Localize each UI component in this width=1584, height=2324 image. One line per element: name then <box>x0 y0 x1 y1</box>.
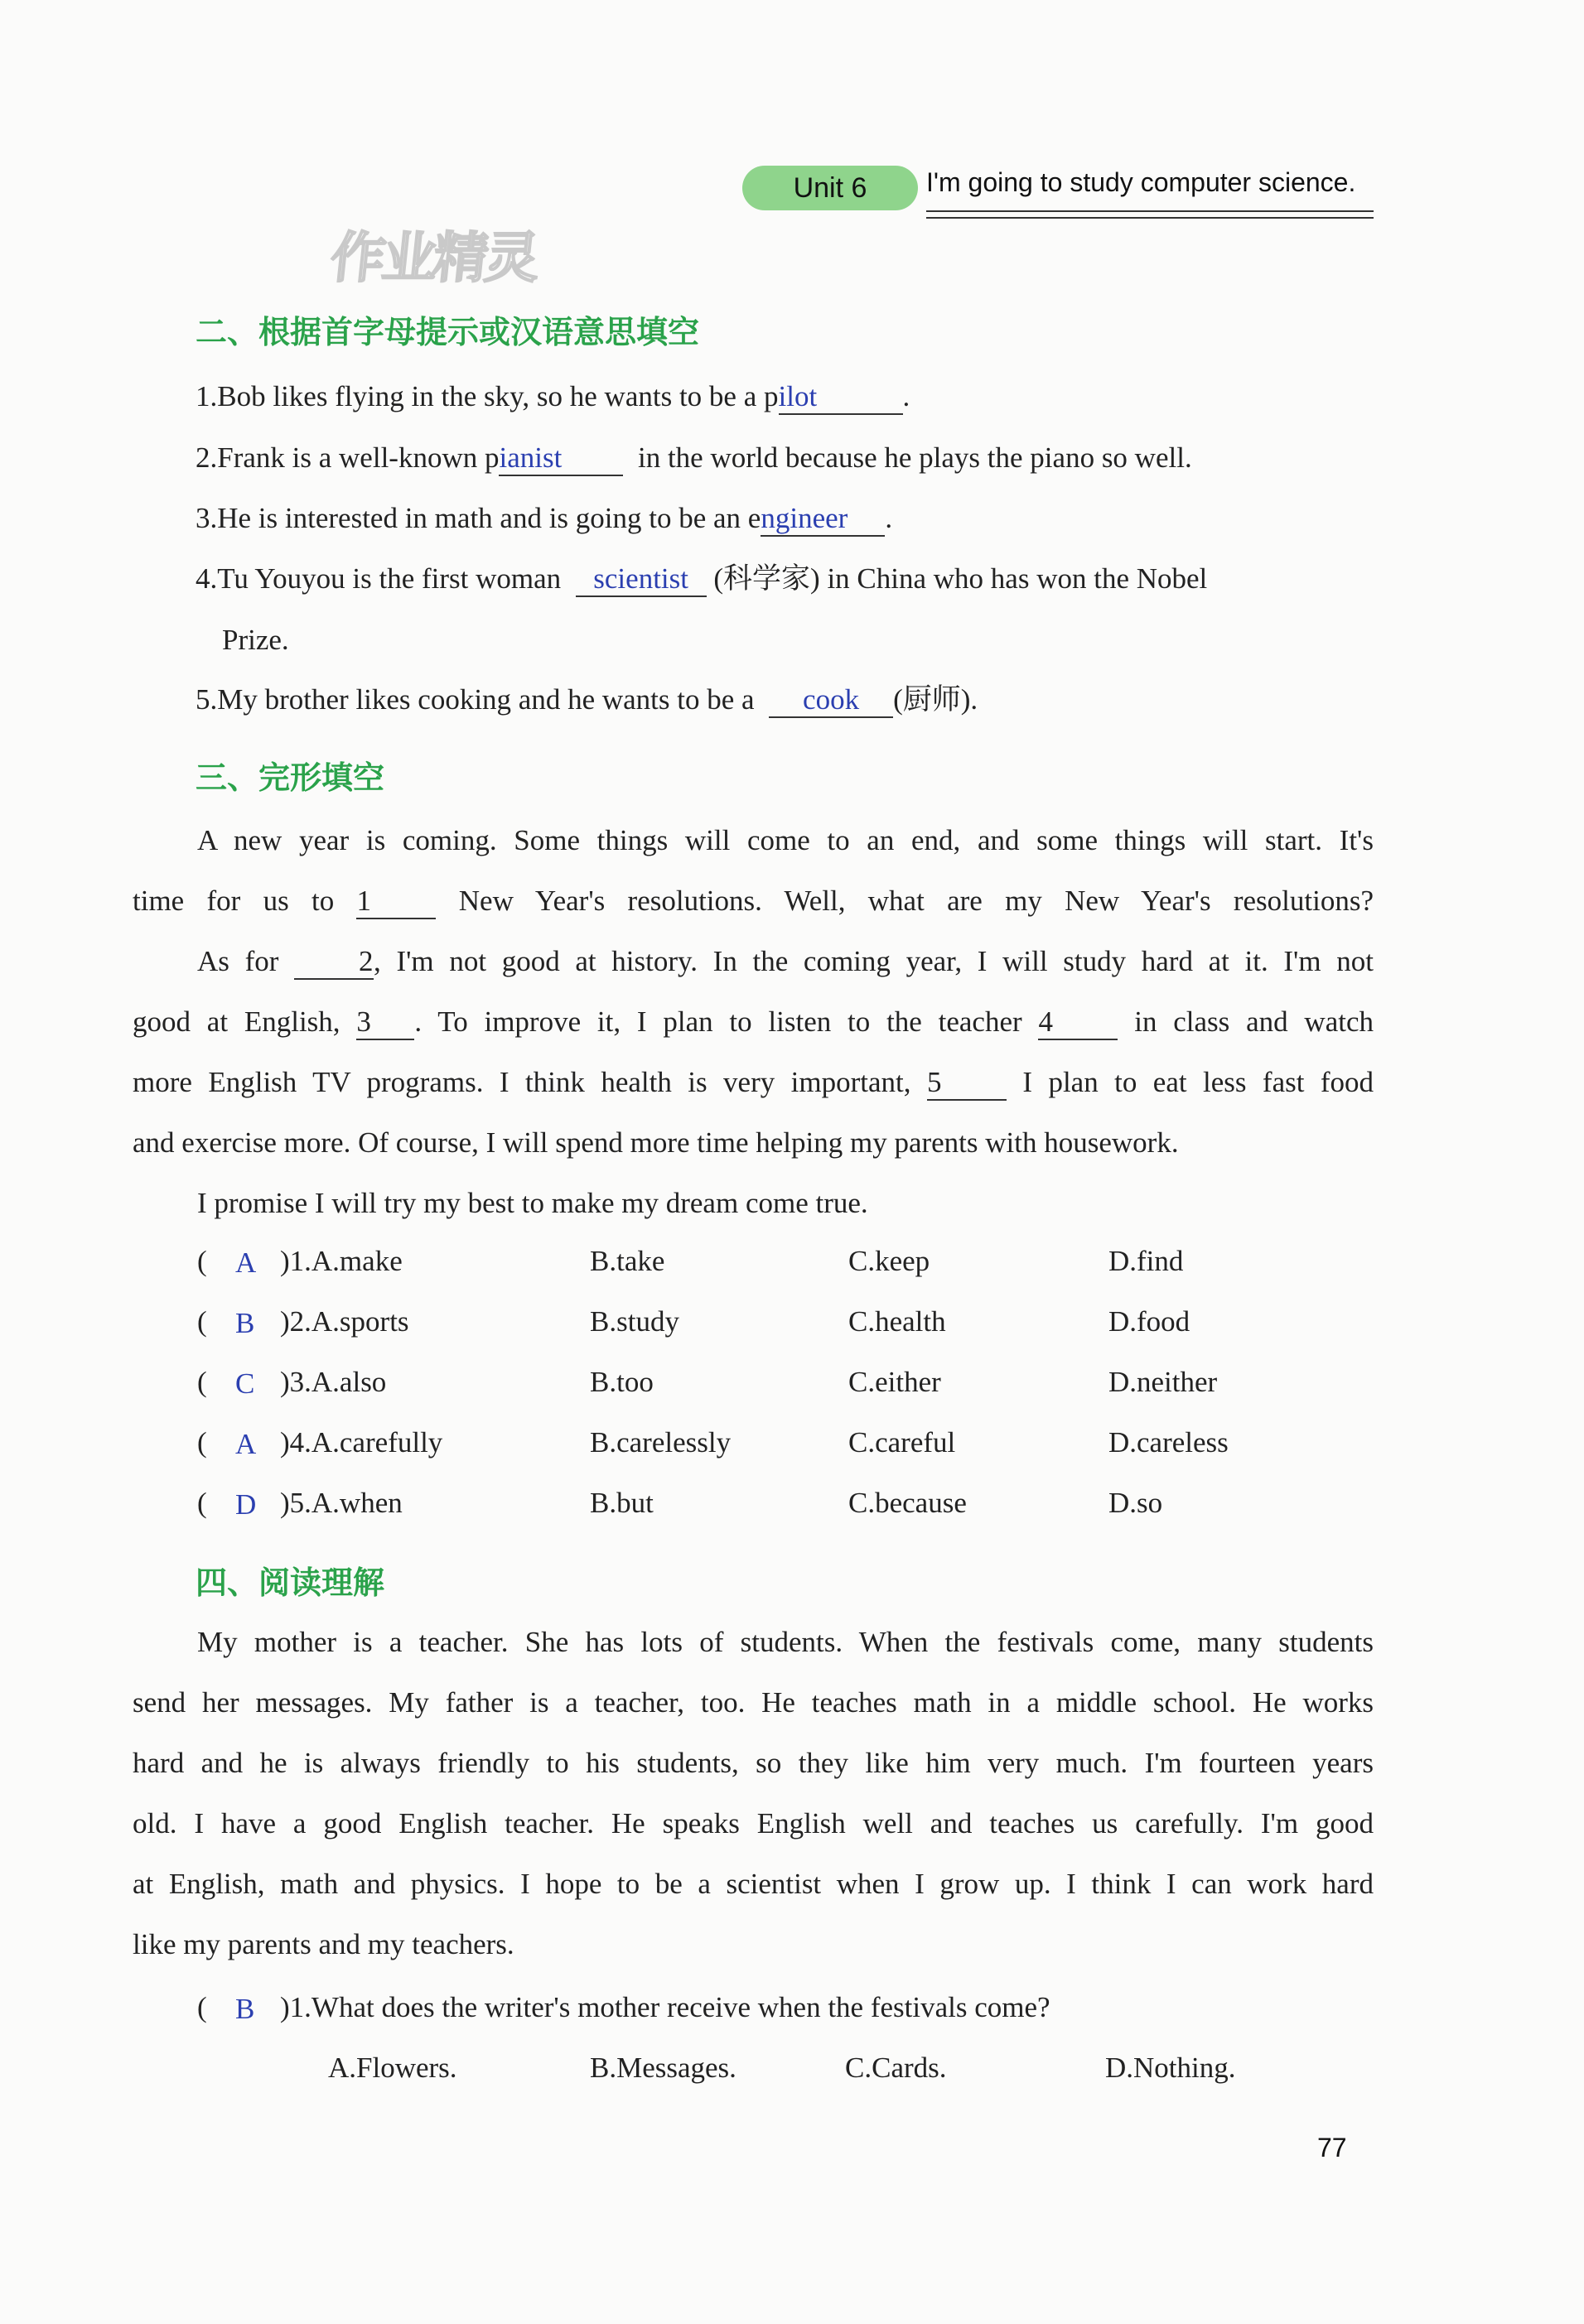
page-header <box>742 162 1374 220</box>
cloze-blank: 2 <box>294 945 374 980</box>
reading-passage: My mother is a teacher. She has lots of students. When the festivals come, many students send her messages. My father is a teacher, too. He teaches math in a middle school. He works hard and he is always friendly to his students, so they like him very much. I'm fourteen years old. I have a good English teacher. He speaks English well and teaches us carefully. I'm good at English, math and physics. I hope to be a scientist when I grow up. I think I can work hard like my parents and my teachers. <box>133 1626 1374 1960</box>
choice-answer: B <box>235 1307 255 1339</box>
fill-item-1: 1.Bob likes flying in the sky, so he wants to be a pilot . <box>196 376 910 417</box>
choice-answer: A <box>235 1428 257 1460</box>
cloze-blank: 5 <box>927 1066 1007 1101</box>
cloze-blank: 3 <box>356 1005 414 1040</box>
answer-blank: cook <box>769 683 893 718</box>
section-3-title: 三、完形填空 <box>196 759 385 796</box>
choice-answer: D <box>235 1488 257 1521</box>
fill-item-4: 4.Tu Youyou is the first woman scientist (科学家) in China who has won the Nobel <box>196 558 1207 600</box>
cloze-blank: 4 <box>1038 1005 1118 1040</box>
fill-item-2: 2.Frank is a well-known pianist in the world because he plays the piano so well. <box>196 437 1192 479</box>
section-4-title: 四、阅读理解 <box>196 1565 385 1601</box>
unit-badge: Unit 6 <box>742 166 918 210</box>
watermark-logo: 作业精灵 <box>327 226 540 290</box>
section-2-title: 二、根据首字母提示或汉语意思填空 <box>196 314 700 350</box>
fill-item-5: 5.My brother likes cooking and he wants to be a cook (厨师). <box>196 679 978 721</box>
choice-answer: A <box>235 1246 257 1279</box>
unit-title: I'm going to study computer science. <box>926 167 1356 197</box>
fill-item-4-continuation: Prize. <box>222 624 289 656</box>
answer-blank: ianist <box>499 441 623 476</box>
cloze-passage: A new year is coming. Some things will come to an end, and some things will start. It's time for us to 1 New Year's resolutions. Well, what are my New Year's resolutions? As for 2, I'm not good at history. In the coming year, I will study hard at it. I'm not good at English, 3 . To improve it, I plan to listen to the teacher 4 in class and watch more English TV programs. I think health is very important, 5 I plan to eat less fast food and exercise more. Of course, I will spend more time helping my parents with housework. I promise I will try my best to make my dream come true. <box>133 824 1374 1219</box>
header-rule <box>926 210 1374 212</box>
answer-blank: scientist <box>576 562 707 597</box>
page-number: 77 <box>1317 2133 1347 2162</box>
answer-blank: ngineer <box>761 502 885 537</box>
workbook-page: Unit 6 I'm going to study computer science. 作业精灵 二、根据首字母提示或汉语意思填空 1.Bob likes flying in the sky, so he wants to be a pilot . 2.Frank is a well-known pianist in the world because he plays the piano so well. 3.He is interested in math and is going to be an engineer . 4.Tu Youyou is the first woman scientist (科学家) in China who has won the Nobel Prize. 5.My brother likes cooking and he wants to be a cook (厨师). 三、完形填空 A new year is coming. Some things will come to an end, and some things will start. It's time for us to 1 New Year's resolutions. Well, what are my New Year's resolutions? As for 2, I'm not good at history. In the coming year, I will study hard at it. I'm not good at English, 3 . To improve it, I plan to listen to the teacher 4 in class and watch more English TV programs. I think health is very important, 5 I plan to eat less fast food and exercise more. Of course, I will spend more time helping my parents with housework. I promise I will try my best to make my dream come true. ( A )1.A.make B.take C.keep D.find ( B )2.A.sports B.study C.health D.food ( C )3.A.also B.too C.either D.neither ( A )4.A.carefully B.carelessly C.careful D.careless ( D )5.A.when B.but C.because D.so 四、阅读理解 My mother is a teacher. She has lots of students. When the festivals come, many students send her messages. My father is a teacher, too. He teaches math in a middle school. He works hard and he is always friendly to his students, so they like him very much. I'm fourteen years old. I have a good English teacher. He speaks English well and teaches us carefully. I'm good at English, math and physics. I hope to be a scientist when I grow up. I think I can work hard like my parents and my teachers. ( B )1.What does the writer's mother receive when the festivals come? A.Flowers. B.Messages. C.Cards. D.Nothing. 77 <box>0 0 1584 2324</box>
answer-blank: ilot <box>779 380 903 415</box>
cloze-blank: 1 <box>356 885 436 919</box>
choice-answer: B <box>235 1993 255 2025</box>
fill-item-3: 3.He is interested in math and is going to be an engineer . <box>196 498 892 539</box>
header-rule <box>926 217 1374 219</box>
choice-answer: C <box>235 1367 255 1400</box>
